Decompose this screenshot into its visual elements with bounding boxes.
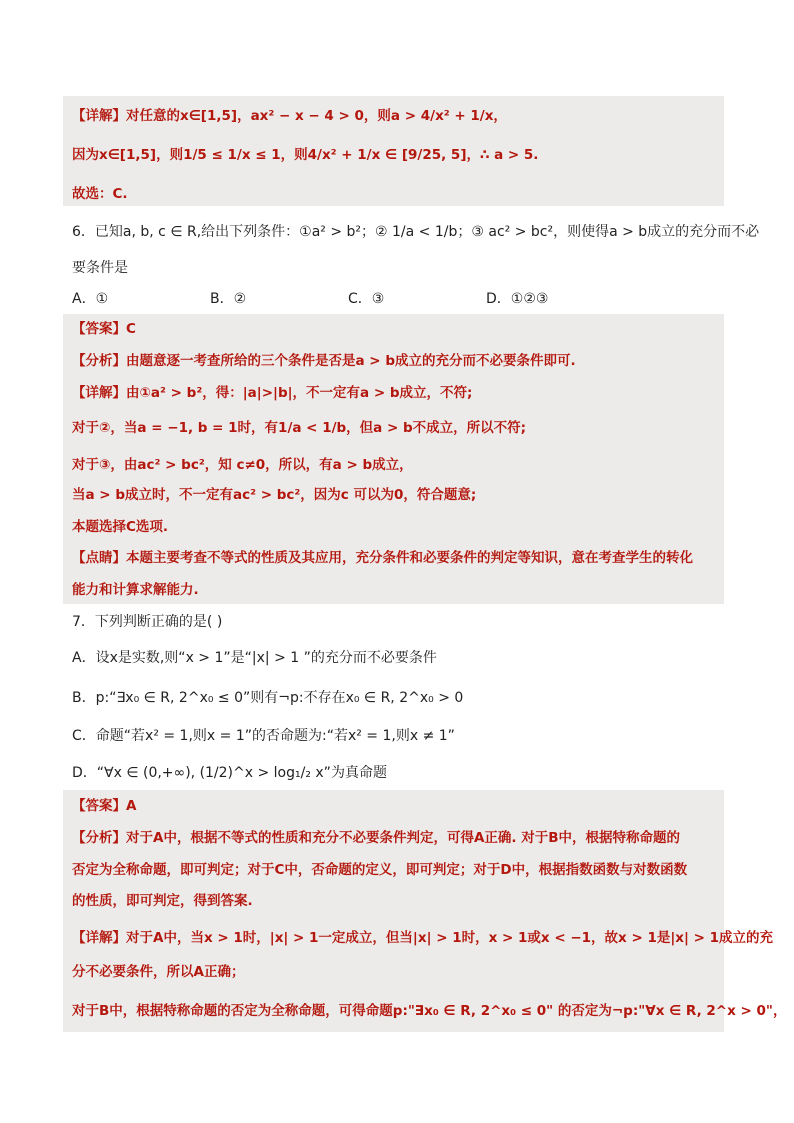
question-6-stem: 6．已知a, b, c ∈ R,给出下列条件：①a² > b²；② 1/a < 1/b；③ ac² > bc²，则使得a > b成立的充分而不必 bbox=[72, 224, 760, 240]
detail-line: 【详解】对于A中，当x > 1时，|x| > 1一定成立，但当|x| > 1时，x > 1或x < −1，故x > 1是|x| > 1成立的充 bbox=[72, 930, 774, 946]
detail-line: 分不必要条件，所以A正确； bbox=[72, 964, 245, 980]
detail-line: 当a > b成立时，不一定有ac² > bc²，因为c 可以为0，符合题意; bbox=[72, 487, 477, 503]
option-c: C．③ bbox=[348, 291, 385, 307]
analysis-line: 【分析】由题意逐一考查所给的三个条件是否是a > b成立的充分而不必要条件即可. bbox=[72, 353, 576, 369]
comment-line: 能力和计算求解能力. bbox=[72, 582, 199, 598]
detail-line: 【详解】由①a² > b²，得：|a|>|b|，不一定有a > b成立，不符; bbox=[72, 385, 473, 401]
detail-line: 因为x∈[1,5]，则1/5 ≤ 1/x ≤ 1，则4/x² + 1/x ∈ [9/25, 5]，∴ a > 5. bbox=[72, 147, 539, 163]
option-c: C．命题“若x² = 1,则x = 1”的否命题为:“若x² = 1,则x ≠ 1” bbox=[72, 728, 455, 744]
option-b: B．p:“∃x₀ ∈ R, 2^x₀ ≤ 0”则有¬p:不存在x₀ ∈ R, 2^x₀ > 0 bbox=[72, 690, 464, 706]
solution-panel-q7 bbox=[63, 790, 724, 1032]
question-7-stem: 7．下列判断正确的是( ) bbox=[72, 614, 223, 630]
option-d: D．①②③ bbox=[486, 291, 549, 307]
option-a: A．设x是实数,则“x > 1”是“|x| > 1 ”的充分而不必要条件 bbox=[72, 650, 437, 666]
analysis-line: 【分析】对于A中，根据不等式的性质和充分不必要条件判定，可得A正确. 对于B中，根据特称命题的 bbox=[72, 830, 681, 846]
comment-line: 【点睛】本题主要考查不等式的性质及其应用，充分条件和必要条件的判定等知识，意在考查学生的转化 bbox=[72, 550, 693, 566]
detail-line: 对于②，当a = −1, b = 1时，有1/a < 1/b，但a > b不成立，所以不符; bbox=[72, 420, 527, 436]
option-b: B．② bbox=[210, 291, 247, 307]
choice-line: 故选：C. bbox=[72, 186, 128, 202]
option-d: D．“∀x ∈ (0,+∞), (1/2)^x > log₁/₂ x”为真命题 bbox=[72, 765, 387, 781]
option-a: A．① bbox=[72, 291, 109, 307]
detail-line: 【详解】对任意的x∈[1,5]，ax² − x − 4 > 0，则a > 4/x² + 1/x， bbox=[72, 108, 507, 124]
detail-line: 对于B中，根据特称命题的否定为全称命题，可得命题p:"∃x₀ ∈ R, 2^x₀ ≤ 0" 的否定为¬p:"∀x ∈ R, 2^x > 0"， bbox=[72, 1003, 787, 1019]
answer-line: 【答案】A bbox=[72, 798, 137, 814]
question-6-stem-cont: 要条件是 bbox=[72, 260, 128, 276]
answer-line: 【答案】C bbox=[72, 321, 136, 337]
detail-line: 本题选择C选项. bbox=[72, 519, 169, 535]
analysis-line: 的性质，即可判定，得到答案. bbox=[72, 893, 253, 909]
detail-line: 对于③，由ac² > bc²，知 c≠0，所以，有a > b成立， bbox=[72, 457, 413, 473]
analysis-line: 否定为全称命题，即可判定；对于C中，否命题的定义，即可判定；对于D中，根据指数函数与对数函数 bbox=[72, 862, 688, 878]
